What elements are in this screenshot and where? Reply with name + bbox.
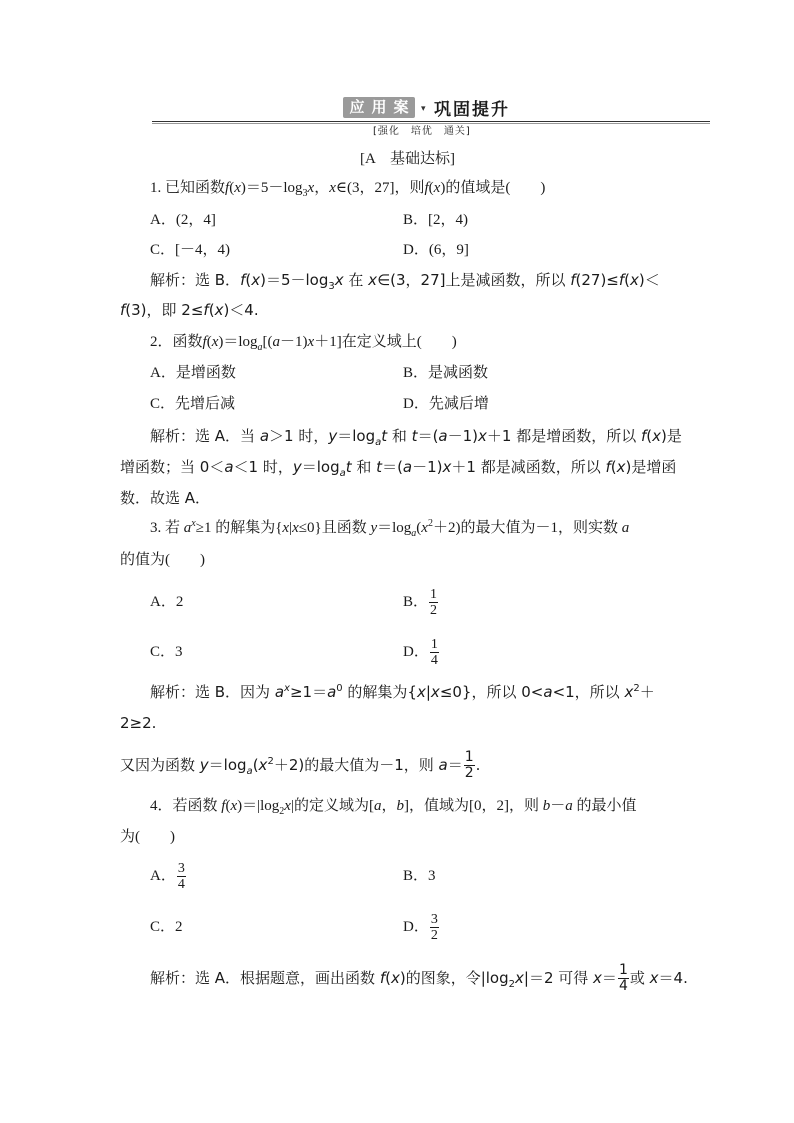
header-separator-icon: ▾ <box>421 103 426 113</box>
question-2-stem: 2．函数$f(x)=\log_a[(a-1)x+1]$在定义域上( ) <box>150 334 457 353</box>
question-3-solution-line-2: 2≥2. <box>120 714 157 732</box>
question-4-stem-line-1: 4．若函数 $f(x)=|\log_2x|$的定义域为[a，b]，值域为[0，2]，则 b－a 的最小值 <box>150 798 637 817</box>
question-4-stem-line-2: 为( ) <box>120 829 175 845</box>
question-1-solution-line-2: f(3)，即 2≤f(x)＜4. <box>120 301 259 319</box>
question-3-stem-line-1: 3. 若 $a^x\ge 1$ 的解集为{x|x≤0}且函数 $y=\log_a(x^2+2)$的最大值为－1，则实数 a <box>150 518 630 539</box>
header-title: 巩固提升 <box>434 100 510 120</box>
question-3-option-b: B． $\frac{1}{2}$ <box>403 587 438 619</box>
question-2-solution-line-3: 数．故选 A． <box>120 489 211 507</box>
question-1-solution-line-1: 解析：选 B．$f(x)=5-\log_3x$ 在 x∈(3，27]上是减函数，所以 f(27)≤f(x)＜ <box>150 271 660 292</box>
section-title: [A 基础达标] <box>360 151 455 167</box>
question-2-option-d: D．先减后增 <box>403 396 489 412</box>
question-4-option-d: D． $\frac{3}{2}$ <box>403 912 438 944</box>
question-2-option-b: B．是减函数 <box>403 365 489 381</box>
question-1-option-d: D．(6，9] <box>403 242 469 258</box>
badge-char-3: 案 <box>393 98 409 116</box>
question-2-option-c: C．先增后减 <box>150 396 236 412</box>
question-3-stem-line-2: 的值为( ) <box>120 552 205 568</box>
question-1-option-c: C．[－4，4) <box>150 242 230 258</box>
question-3-option-c: C．3 <box>150 644 183 660</box>
question-4-solution-line-1: 解析：选 A．根据题意，画出函数 f(x)的图象，令$|\log_2x|=2$ 可得 x＝ $\frac{1}{4}$ 或 x＝4. <box>150 962 688 994</box>
question-3-solution-line-1: 解析：选 B．因为 $a^x\ge 1=a^0$ 的解集为{x|x≤0}，所以 0<a<1，所以 $x^2+$ <box>150 683 655 701</box>
question-3-option-a: A．2 <box>150 594 184 610</box>
header-badge <box>343 97 415 118</box>
question-4-option-b: B．3 <box>403 868 436 884</box>
badge-char-1: 应 <box>349 98 365 116</box>
question-2-solution-line-1: 解析：选 A．当 a＞1 时，$y=\log_at$ 和 t＝(a－1)x＋1 都是增函数，所以 f(x)是 <box>150 427 682 448</box>
question-4-option-a: A． $\frac{3}{4}$ <box>150 861 185 893</box>
question-4-option-c: C．2 <box>150 919 183 935</box>
question-1-option-b: B．[2，4) <box>403 212 468 228</box>
header-subtitle: [强化 培优 通关] <box>373 126 471 137</box>
badge-char-2: 用 <box>371 98 387 116</box>
question-3-solution-line-3: 又因为函数 $y=\log_a(x^2+2)$的最大值为－1，则 a＝ $\frac{1}{2}$ . <box>120 749 481 781</box>
question-3-option-d: D． $\frac{1}{4}$ <box>403 637 438 669</box>
question-2-option-a: A．是增函数 <box>150 365 236 381</box>
question-1-stem: 1. 已知函数$f(x)=5-\log_3x$，x∈(3，27]，则f(x)的值域是( ) <box>150 180 546 199</box>
question-1-option-a: A．(2，4] <box>150 212 216 228</box>
question-2-solution-line-2: 增函数；当 0＜a＜1 时，$y=\log_at$ 和 t＝(a－1)x＋1 都是减函数，所以 f(x)是增函 <box>120 458 677 479</box>
